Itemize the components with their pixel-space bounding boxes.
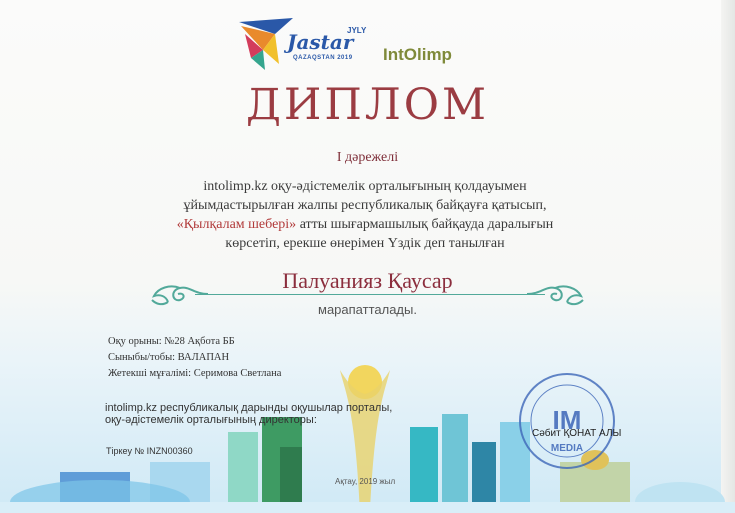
- director-signature: Сәбит ҚОНАТ АЛЫ: [532, 428, 622, 439]
- body-line-1: intolimp.kz оқу-әдістемелік орталығының қолдауымен: [203, 179, 527, 194]
- portal-line-1: intolimp.kz республикалық дарынды оқушылар порталы,: [105, 402, 393, 414]
- recipient-name: Палуанияз Қаусар: [282, 268, 453, 293]
- body-line-3: [150, 215, 580, 234]
- logo-suffix: JYLY: [347, 26, 367, 35]
- school-info: Оқу орыны: №28 Ақбота ББ: [108, 336, 235, 347]
- body-line-2: ұйымдастырылған жалпы республикалық байқауға қатысып,: [183, 198, 547, 213]
- stamp-seal-icon: [517, 371, 617, 471]
- group-info: Сыныбы/тобы: ВАЛАПАН: [108, 352, 230, 363]
- degree-level: І дәрежелі: [336, 150, 399, 165]
- teacher-info: Жетекші мұғалімі: Серимова Светлана: [108, 368, 282, 379]
- portal-director-text: [105, 402, 392, 426]
- seal-letters: IM: [552, 405, 582, 435]
- star-bird-icon: [235, 14, 295, 70]
- logo-subtitle: QAZAQSTAN 2019: [293, 55, 353, 61]
- intolimp-logo: IntOlimp: [383, 45, 452, 64]
- city-year: Ақтау, 2019 жыл: [335, 477, 396, 486]
- seal-label: MEDIA: [550, 443, 584, 454]
- logo-brand: Jastar: [287, 30, 354, 54]
- portal-line-2: оқу-әдістемелік орталығының директоры:: [105, 414, 317, 426]
- body-line-3-rest: атты шығармашылық байқауда даралығын: [296, 217, 554, 232]
- diploma-body-text: [150, 177, 580, 253]
- contest-name: «Қылқалам шебері»: [176, 217, 297, 232]
- name-underline: [195, 294, 545, 295]
- body-line-4: көрсетіп, ерекше өнерімен Үздік деп танылған: [225, 236, 505, 251]
- awarded-text: марапатталады.: [318, 302, 417, 317]
- diploma-title: ДИПЛОМ: [245, 80, 490, 130]
- jastar-logo: [235, 14, 385, 70]
- registration-number: Тіркеу № INZN00360: [106, 446, 193, 456]
